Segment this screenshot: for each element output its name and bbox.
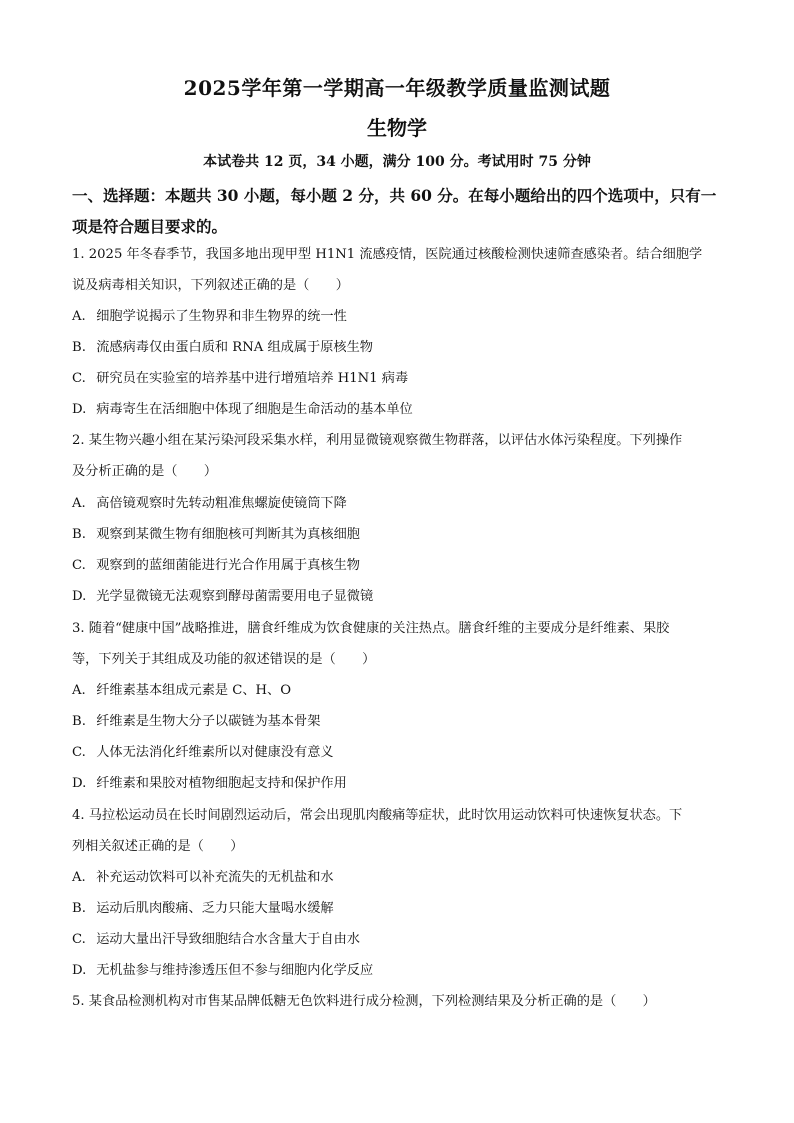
option-text: 观察到的蓝细菌能进行光合作用属于真核生物 (96, 558, 360, 573)
answer-option (72, 862, 722, 893)
option-text: 人体无法消化纤维素所以对健康没有意义 (96, 745, 334, 760)
option-letter: A. (72, 496, 86, 511)
option-letter: D. (72, 589, 87, 604)
answer-option (72, 363, 722, 394)
option-letter: B. (72, 340, 86, 355)
section-heading-line: 项是符合题目要求的。 (72, 217, 228, 236)
page-title: 2025学年第一学期高一年级教学质量监测试题 (183, 76, 611, 100)
answer-option (72, 768, 722, 799)
question-text: 说及病毒相关知识，下列叙述正确的是（ ） (72, 278, 349, 293)
option-letter: B. (72, 901, 86, 916)
answer-option (72, 955, 722, 986)
option-text: 流感病毒仅由蛋白质和 RNA 组成属于原核生物 (96, 340, 373, 355)
answer-option (72, 488, 722, 519)
question-text: 5. 某食品检测机构对市售某品牌低糖无色饮料进行成分检测，下列检测结果及分析正确的是（ ） (72, 994, 656, 1009)
option-letter: C. (72, 558, 86, 573)
option-letter: C. (72, 745, 86, 760)
option-text: 研究员在实验室的培养基中进行增殖培养 H1N1 病毒 (96, 371, 409, 386)
section-heading (72, 180, 722, 242)
option-text: 光学显微镜无法观察到酵母菌需要用电子显微镜 (96, 589, 374, 604)
option-text: 纤维素和果胶对植物细胞起支持和保护作用 (96, 776, 347, 791)
option-text: 细胞学说揭示了生物界和非生物界的统一性 (96, 309, 347, 324)
answer-option (72, 332, 722, 363)
option-text: 运动后肌肉酸痛、乏力只能大量喝水缓解 (96, 901, 334, 916)
option-text: 病毒寄生在活细胞中体现了细胞是生命活动的基本单位 (96, 402, 413, 417)
answer-option (72, 301, 722, 332)
answer-option (72, 550, 722, 581)
answer-option (72, 706, 722, 737)
option-text: 无机盐参与维持渗透压但不参与细胞内化学反应 (96, 963, 374, 978)
option-text: 观察到某微生物有细胞核可判断其为真核细胞 (96, 527, 360, 542)
option-letter: B. (72, 527, 86, 542)
question-text: 等，下列关于其组成及功能的叙述错误的是（ ） (72, 652, 376, 667)
option-letter: A. (72, 870, 86, 885)
option-letter: D. (72, 963, 87, 978)
option-letter: C. (72, 371, 86, 386)
question-text: 3. 随着“健康中国”战略推进，膳食纤维成为饮食健康的关注热点。膳食纤维的主要成分是纤维素、果胶 (72, 621, 670, 636)
option-text: 高倍镜观察时先转动粗准焦螺旋使镜筒下降 (96, 496, 347, 511)
question-text: 4. 马拉松运动员在长时间剧烈运动后，常会出现肌肉酸痛等症状，此时饮用运动饮料可快速恢复状态。下 (72, 808, 683, 823)
answer-option (72, 924, 722, 955)
answer-option (72, 675, 722, 706)
section-heading-line: 一、选择题：本题共 30 小题，每小题 2 分，共 60 分。在每小题给出的四个选项中，只有一 (72, 186, 717, 205)
option-text: 运动大量出汗导致细胞结合水含量大于自由水 (96, 932, 360, 947)
answer-option (72, 737, 722, 768)
option-text: 纤维素是生物大分子以碳链为基本骨架 (96, 714, 321, 729)
exam-info: 本试卷共 12 页，34 小题，满分 100 分。考试用时 75 分钟 (203, 154, 591, 170)
answer-option (72, 394, 722, 425)
option-text: 补充运动饮料可以补充流失的无机盐和水 (96, 870, 334, 885)
question-text: 及分析正确的是（ ） (72, 464, 218, 479)
answer-option (72, 581, 722, 612)
option-letter: A. (72, 683, 86, 698)
option-letter: C. (72, 932, 86, 947)
option-letter: A. (72, 309, 86, 324)
option-letter: B. (72, 714, 86, 729)
answer-option (72, 893, 722, 924)
subject-title: 生物学 (367, 116, 427, 140)
option-letter: D. (72, 402, 87, 417)
answer-option (72, 519, 722, 550)
option-letter: D. (72, 776, 87, 791)
option-text: 纤维素基本组成元素是 C、H、O (96, 683, 292, 698)
question-text: 2. 某生物兴趣小组在某污染河段采集水样，利用显微镜观察微生物群落，以评估水体污染程度。下列操作 (72, 433, 683, 448)
question-text: 1. 2025 年冬春季节，我国多地出现甲型 H1N1 流感疫情，医院通过核酸检测快速筛查感染者。结合细胞学 (72, 247, 703, 262)
question-text: 列相关叙述正确的是（ ） (72, 839, 244, 854)
